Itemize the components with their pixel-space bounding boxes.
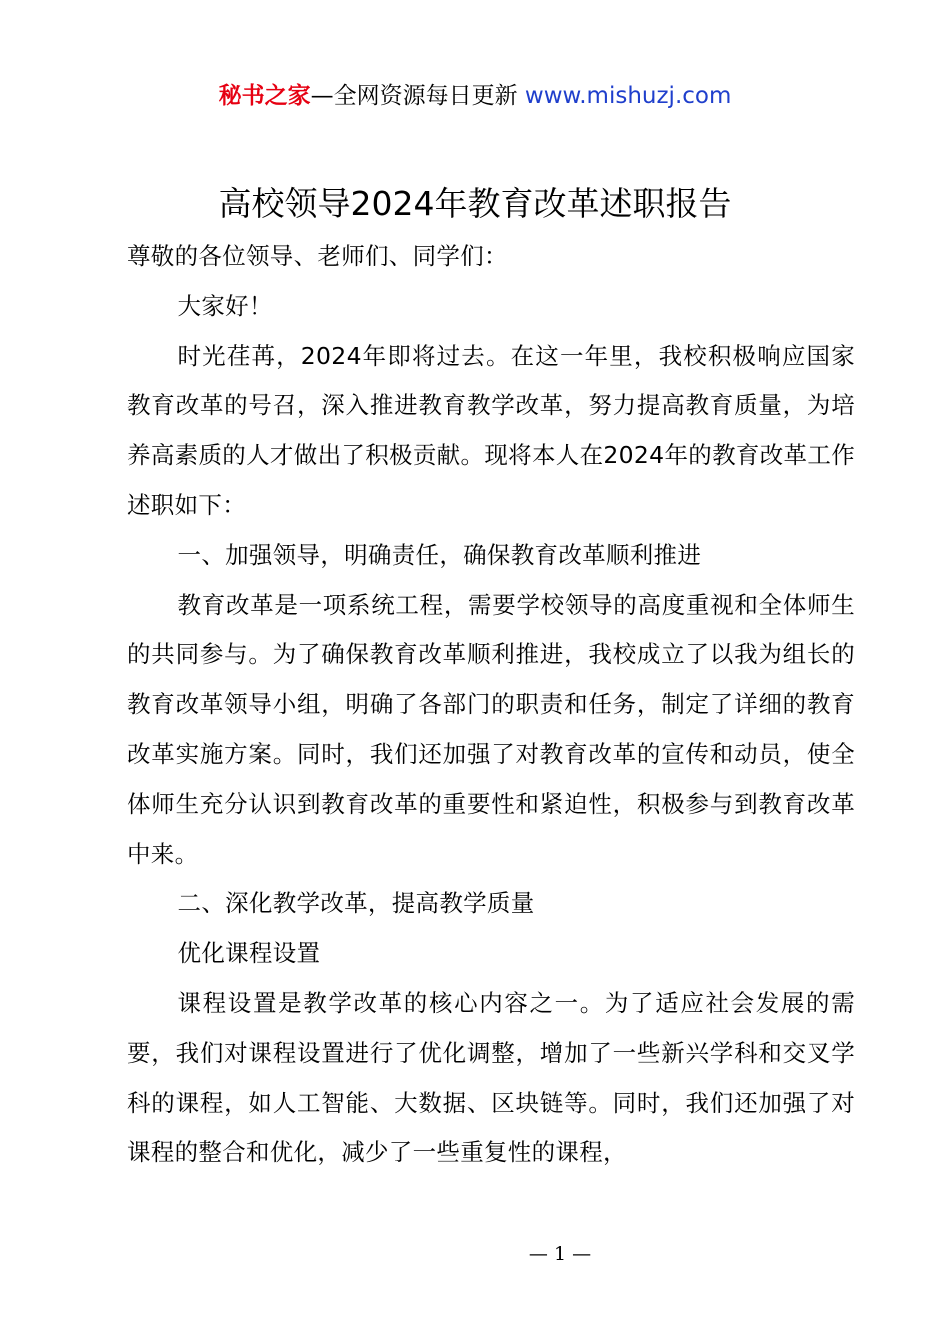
header-tagline: —全网资源每日更新 — [310, 83, 525, 109]
section-heading-1: 一、加强领导，明确责任，确保教育改革顺利推进 — [177, 540, 702, 569]
subsection-heading: 优化课程设置 — [177, 939, 321, 968]
section-heading-2: 二、深化教学改革，提高教学质量 — [177, 889, 535, 918]
salutation: 尊敬的各位领导、老师们、同学们： — [127, 242, 508, 270]
intro-paragraph: 时光荏苒，2024年即将过去。在这一年里，我校积极响应国家教育改革的号召，深入推进教育教学改革，努力提高教育质量，为培养高素质的人才做出了积极贡献。现将本人在2024年的教育改革工作述职如下： — [127, 341, 855, 519]
document-title: 高校领导2024年教育改革述职报告 — [218, 184, 732, 223]
page-number: — 1 — — [528, 1243, 592, 1265]
brand-name: 秘书之家 — [218, 83, 311, 109]
section-1-paragraph: 教育改革是一项系统工程，需要学校领导的高度重视和全体师生的共同参与。为了确保教育改革顺利推进，我校成立了以我为组长的教育改革领导小组，明确了各部门的职责和任务，制定了详细的教育改革实施方案。同时，我们还加强了对教育改革的宣传和动员，使全体师生充分认识到教育改革的重要性和紧迫性，积极参与到教育改革中来。 — [127, 590, 855, 868]
greeting: 大家好！ — [177, 291, 273, 320]
website-link[interactable]: www.mishuzj.com — [524, 83, 732, 109]
site-header — [0, 78, 950, 114]
document-body — [127, 232, 855, 1178]
subsection-paragraph: 课程设置是教学改革的核心内容之一。为了适应社会发展的需要，我们对课程设置进行了优化调整，增加了一些新兴学科和交叉学科的课程，如人工智能、大数据、区块链等。同时，我们还加强了对课程的整合和优化，减少了一些重复性的课程， — [127, 988, 855, 1167]
